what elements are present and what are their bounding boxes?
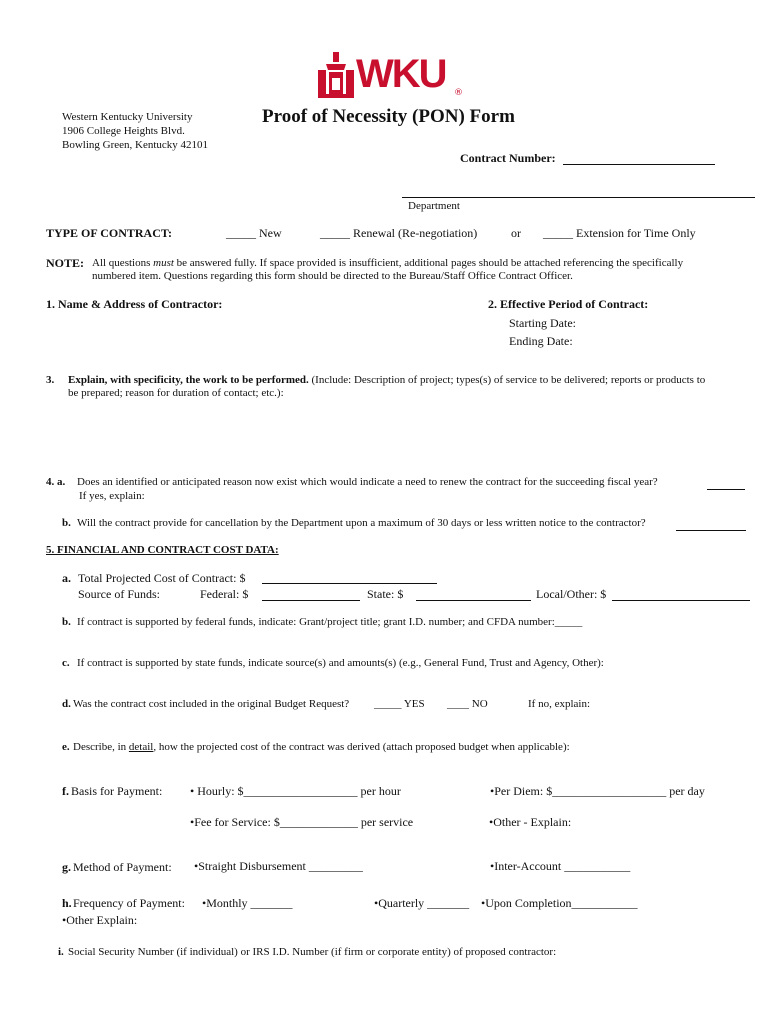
q5a-local-label: Local/Other: $ xyxy=(536,587,607,601)
wku-logo-text: WKU xyxy=(356,52,446,96)
q5h-other-option[interactable]: •Other Explain: xyxy=(62,913,138,927)
address-line-2: 1906 College Heights Blvd. xyxy=(62,125,185,137)
note-text-post: be answered fully. If space provided is insufficient, additional pages should be attached referencing the specifically xyxy=(176,257,684,269)
q5a-number: a. xyxy=(62,571,71,585)
note-text xyxy=(92,257,752,269)
q5h-monthly-option[interactable]: •Monthly _______ xyxy=(202,896,293,910)
q2-label: 2. Effective Period of Contract: xyxy=(488,297,649,311)
q4a-line-2: If yes, explain: xyxy=(79,490,145,502)
q5a-federal-label: Federal: $ xyxy=(200,587,249,601)
q5h-label: Frequency of Payment: xyxy=(73,896,185,910)
q5g-label: Method of Payment: xyxy=(73,860,172,874)
wku-cupola-icon xyxy=(316,52,356,102)
q5c-number: c. xyxy=(62,657,70,669)
q5a-state-label: State: $ xyxy=(367,587,404,601)
q3-number: 3. xyxy=(46,374,55,386)
q5-heading: 5. FINANCIAL AND CONTRACT COST DATA: xyxy=(46,544,279,556)
q5f-fee-option[interactable]: •Fee for Service: $_____________ per service xyxy=(190,815,414,829)
q5d-text: Was the contract cost included in the original Budget Request? xyxy=(73,698,350,710)
q3-bold: Explain, with specificity, the work to be performed. xyxy=(68,374,309,386)
q3-rest: (Include: Description of project; types(s) of service to be delivered; reports or products to xyxy=(311,374,706,386)
q5e-text xyxy=(73,741,570,753)
q1-label: 1. Name & Address of Contractor: xyxy=(46,297,223,311)
q5f-other-option[interactable]: •Other - Explain: xyxy=(489,815,572,829)
q5h-quarterly-option[interactable]: •Quarterly _______ xyxy=(374,896,470,910)
q5a-federal-field[interactable] xyxy=(262,600,360,601)
q2-ending-date[interactable]: Ending Date: xyxy=(509,334,573,348)
q5e-text-pre: Describe, in xyxy=(73,741,127,753)
q5e-text-post: , how the projected cost of the contract was derived (attach proposed budget when applicable): xyxy=(153,741,570,753)
address-line-3: Bowling Green, Kentucky 42101 xyxy=(62,139,209,151)
q5d-number: d. xyxy=(62,698,71,710)
q5e-number: e. xyxy=(62,741,70,753)
department-label: Department xyxy=(408,200,460,212)
q3-line-2: be prepared; reason for duration of contact; etc.): xyxy=(68,387,284,399)
q2-starting-date[interactable]: Starting Date: xyxy=(509,316,576,330)
form-title: Proof of Necessity (PON) Form xyxy=(262,106,515,127)
q5b-text: If contract is supported by federal funds, indicate: Grant/project title; grant I.D. number; and CFDA number:_____ xyxy=(77,616,583,628)
type-extension-option[interactable]: _____ Extension for Time Only xyxy=(543,226,696,240)
q5f-number: f. xyxy=(62,784,69,798)
q5g-straight-option[interactable]: •Straight Disbursement _________ xyxy=(194,859,363,873)
q5a-text: Total Projected Cost of Contract: $ xyxy=(78,571,246,585)
q5d-no-option[interactable]: ____ NO xyxy=(447,698,488,710)
q5a-source-of-funds: Source of Funds: xyxy=(78,587,160,601)
q5a-total-cost-field[interactable] xyxy=(262,583,437,584)
q5b-number: b. xyxy=(62,616,71,628)
q5i-number: i. xyxy=(58,946,64,958)
q5c-text: If contract is supported by state funds, indicate source(s) and amounts(s) (e.g., General Fund, Trust and Agency, Other): xyxy=(77,657,604,669)
department-field[interactable] xyxy=(402,197,755,198)
q5h-upon-completion-option[interactable]: •Upon Completion___________ xyxy=(481,896,638,910)
q5f-hourly-option[interactable]: • Hourly: $___________________ per hour xyxy=(190,784,401,798)
wku-logo xyxy=(316,48,476,104)
q5d-yes-option[interactable]: _____ YES xyxy=(374,698,425,710)
q4b-number: b. xyxy=(62,517,71,529)
q5a-state-field[interactable] xyxy=(416,600,531,601)
type-renewal-option[interactable]: _____ Renewal (Re-negotiation) xyxy=(320,226,478,240)
note-label: NOTE: xyxy=(46,256,85,270)
q3-text xyxy=(68,374,705,386)
q4a-answer-field[interactable] xyxy=(707,489,745,490)
note-line-2: numbered item. Questions regarding this form should be directed to the Bureau/Staff Office Contract Officer. xyxy=(92,270,573,282)
type-or-text: or xyxy=(511,226,521,240)
q5e-detail: detail xyxy=(128,741,154,753)
address-line-1: Western Kentucky University xyxy=(62,111,193,123)
q4b-text: Will the contract provide for cancellation by the Department upon a maximum of 30 days or less written notice to the contractor? xyxy=(77,517,646,529)
q5g-number: g. xyxy=(62,860,71,874)
note-text-pre: All questions xyxy=(92,257,151,269)
q4a-number: 4. a. xyxy=(46,476,66,488)
type-of-contract-label: TYPE OF CONTRACT: xyxy=(46,226,172,240)
note-text-must: must xyxy=(153,257,174,269)
q5a-local-field[interactable] xyxy=(612,600,750,601)
q5f-per-diem-option[interactable]: •Per Diem: $___________________ per day xyxy=(490,784,705,798)
contract-number-label: Contract Number: xyxy=(460,151,556,165)
q5f-label: Basis for Payment: xyxy=(71,784,163,798)
q4a-text: Does an identified or anticipated reason now exist which would indicate a need to renew the contract for the succeeding fiscal year? xyxy=(77,476,658,488)
q4b-answer-field[interactable] xyxy=(676,530,746,531)
type-new-option[interactable]: _____ New xyxy=(226,226,282,240)
contract-number-field[interactable] xyxy=(563,164,715,165)
q5g-inter-account-option[interactable]: •Inter-Account ___________ xyxy=(490,859,631,873)
q5i-text: Social Security Number (if individual) or IRS I.D. Number (if firm or corporate entity) of proposed contractor: xyxy=(68,946,557,958)
q5h-number: h. xyxy=(62,896,72,910)
registered-mark-icon: ® xyxy=(454,88,463,98)
q5d-if-no-explain: If no, explain: xyxy=(528,698,591,710)
